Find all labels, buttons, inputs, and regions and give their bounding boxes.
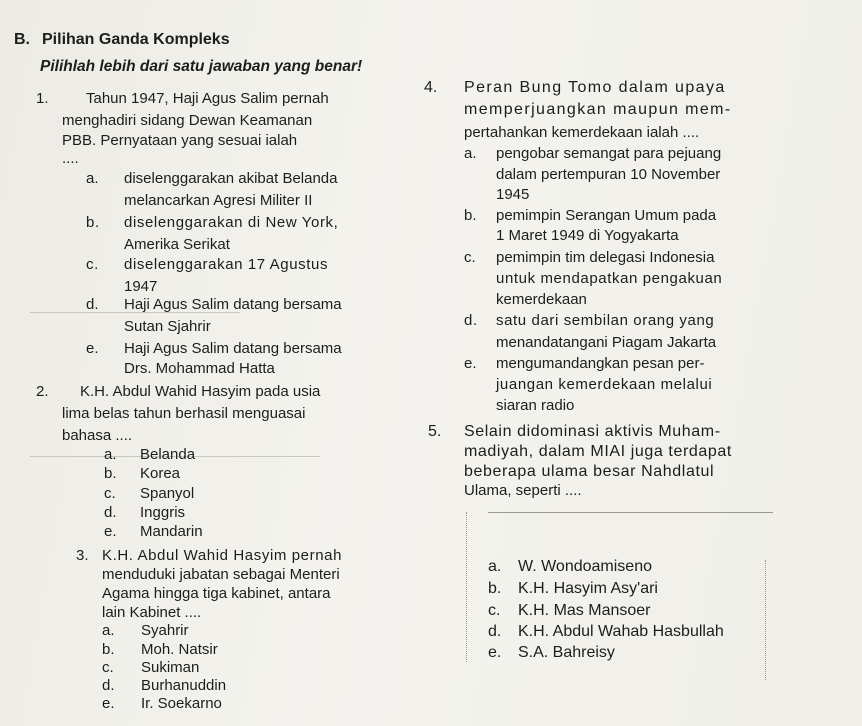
option-text[interactable]: Belanda [140,446,196,463]
option-text[interactable]: dalam pertempuran 10 November [496,166,721,183]
question-number: 2. [36,383,49,400]
question-text: lima belas tahun berhasil menguasai [62,405,306,422]
option-text[interactable]: 1945 [496,186,530,203]
question-text: K.H. Abdul Wahid Hasyim pada usia [80,383,321,400]
option-letter[interactable]: b. [464,207,477,224]
option-text[interactable]: Spanyol [140,485,195,502]
option-letter[interactable]: c. [464,249,476,266]
question-text: Agama hingga tiga kabinet, antara [102,585,331,602]
question-text: beberapa ulama besar Nahdlatul [464,463,715,480]
question-text: bahasa .... [62,427,133,444]
question-text: madiyah, dalam MIAI juga terdapat [464,443,732,460]
option-text[interactable]: kemerdekaan [496,291,587,308]
question-text: pertahankan kemerdekaan ialah .... [464,124,700,141]
option-letter[interactable]: e. [86,340,99,357]
option-text[interactable]: mengumandangkan pesan per- [496,355,705,372]
option-text[interactable]: diselenggarakan di New York, [124,214,339,231]
instruction: Pilihlah lebih dari satu jawaban yang benar! [40,58,363,75]
question-text: K.H. Abdul Wahid Hasyim pernah [102,547,343,564]
option-letter[interactable]: b. [86,214,100,231]
question-text: Tahun 1947, Haji Agus Salim pernah [86,90,329,107]
question-text: Peran Bung Tomo dalam upaya [464,79,726,96]
option-text[interactable]: Burhanuddin [141,677,227,694]
option-letter[interactable]: e. [104,523,117,540]
option-text[interactable]: pemimpin Serangan Umum pada [496,207,717,224]
option-letter[interactable]: a. [488,558,502,575]
option-text[interactable]: Sukiman [141,659,200,676]
option-text[interactable]: K.H. Abdul Wahab Hasbullah [518,623,724,640]
option-text[interactable]: 1 Maret 1949 di Yogyakarta [496,227,679,244]
option-text[interactable]: satu dari sembilan orang yang [496,312,715,329]
section-title: Pilihan Ganda Kompleks [42,31,230,48]
option-text[interactable]: Amerika Serikat [124,236,230,253]
option-text[interactable]: Syahrir [141,622,189,639]
section-letter: B. [14,31,30,48]
option-letter[interactable]: d. [488,623,502,640]
option-text[interactable]: 1947 [124,278,158,295]
option-letter[interactable]: a. [104,446,117,463]
option-text[interactable]: menandatangani Piagam Jakarta [496,334,717,351]
option-text[interactable]: Drs. Mohammad Hatta [124,360,275,377]
option-text[interactable]: untuk mendapatkan pengakuan [496,270,723,287]
question-number: 3. [76,547,89,564]
option-text[interactable]: Haji Agus Salim datang bersama [124,296,342,313]
option-text[interactable]: siaran radio [496,397,575,414]
question-text: menghadiri sidang Dewan Keamanan [62,112,313,129]
option-letter[interactable]: c. [104,485,116,502]
option-text[interactable]: Korea [140,465,181,482]
option-text[interactable]: diselenggarakan akibat Belanda [124,170,338,187]
option-text[interactable]: diselenggarakan 17 Agustus [124,256,329,273]
question-text: lain Kabinet .... [102,604,202,621]
option-letter[interactable]: d. [104,504,117,521]
option-text[interactable]: Ir. Soekarno [141,695,222,712]
option-letter[interactable]: c. [86,256,99,273]
option-text[interactable]: pengobar semangat para pejuang [496,145,722,162]
option-text[interactable]: Sutan Sjahrir [124,318,211,335]
decorative-border [488,512,773,513]
question-text: menduduki jabatan sebagai Menteri [102,566,340,583]
option-letter[interactable]: c. [488,602,501,619]
decorative-border [755,560,766,680]
option-letter[interactable]: c. [102,659,114,676]
question-number: 1. [36,90,49,107]
option-text[interactable]: pemimpin tim delegasi Indonesia [496,249,715,266]
option-letter[interactable]: a. [86,170,99,187]
option-letter[interactable]: e. [464,355,477,372]
question-text: Selain didominasi aktivis Muham- [464,423,721,440]
option-text[interactable]: melancarkan Agresi Militer II [124,192,313,209]
option-letter[interactable]: a. [102,622,115,639]
question-text: PBB. Pernyataan yang sesuai ialah [62,132,298,149]
option-text[interactable]: K.H. Hasyim Asy'ari [518,580,658,597]
option-letter[interactable]: b. [488,580,502,597]
option-text[interactable]: juangan kemerdekaan melalui [496,376,713,393]
option-text[interactable]: K.H. Mas Mansoer [518,602,651,619]
option-letter[interactable]: a. [464,145,477,162]
option-letter[interactable]: b. [104,465,117,482]
option-letter[interactable]: d. [102,677,115,694]
option-letter[interactable]: e. [488,644,502,661]
option-letter[interactable]: d. [86,296,99,313]
option-letter[interactable]: b. [102,641,115,658]
question-number: 5. [428,423,442,440]
question-text: .... [62,150,79,167]
option-text[interactable]: W. Wondoamiseno [518,558,652,575]
option-text[interactable]: S.A. Bahreisy [518,644,615,661]
decorative-border [466,512,483,662]
option-letter[interactable]: e. [102,695,115,712]
question-text: memperjuangkan maupun mem- [464,101,732,118]
question-text: Ulama, seperti .... [464,482,582,499]
option-text[interactable]: Haji Agus Salim datang bersama [124,340,342,357]
question-number: 4. [424,79,438,96]
option-text[interactable]: Moh. Natsir [141,641,218,658]
option-text[interactable]: Inggris [140,504,186,521]
option-text[interactable]: Mandarin [140,523,203,540]
option-letter[interactable]: d. [464,312,478,329]
